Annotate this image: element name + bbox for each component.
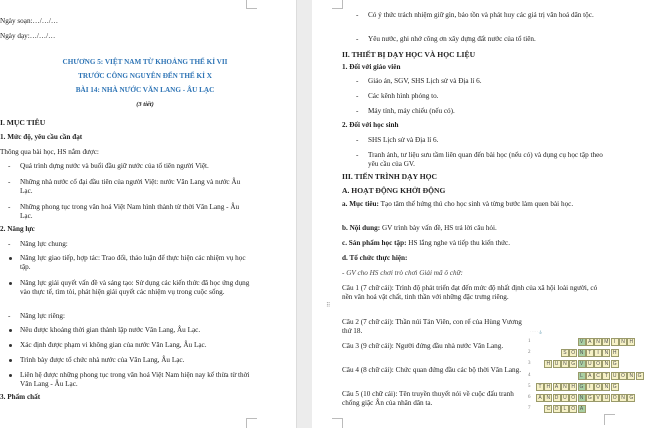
crossword-key-cell: V	[578, 360, 586, 368]
specific-competency-item: Nêu được khoảng thời gian thành lập nước Văn Lang, Âu Lạc.	[20, 326, 201, 334]
crossword-cell: A	[586, 372, 594, 380]
quality-item: Yêu nước, ghi nhớ công ơn xây dựng đất nước của tổ tiên.	[368, 35, 536, 43]
goal-item: Những phong tục trong văn hoá Việt Nam hình thành từ thời Văn Lang - Âu Lạc.	[20, 203, 240, 220]
crossword-cell: A	[553, 383, 561, 391]
sub-qualities: 3. Phẩm chất	[0, 393, 41, 401]
teacher-materials-label: 1. Đối với giáo viên	[342, 63, 401, 71]
crossword-cell: N	[619, 394, 627, 402]
period-count: (3 tiết)	[136, 101, 154, 108]
dash-bullet: -	[356, 92, 359, 100]
crossword-cell: N	[594, 338, 602, 346]
crossword-question: Câu 1 (7 chữ cái): Trình độ phát triển đạt đến mức độ nhất định của xã hội loài người, có nền văn hoá vật chất, tinh thần với những đặc trưng riêng.	[342, 284, 598, 301]
specific-competency-label: Năng lực riêng:	[20, 312, 66, 320]
crossword-cell: G	[586, 394, 594, 402]
crossword-cell: U	[561, 394, 569, 402]
crossword-cell: M	[604, 339, 609, 345]
intro-text: Thông qua bài học, HS nắm được:	[0, 148, 99, 156]
crossword-cell: N	[619, 338, 627, 346]
crossword-cell: N	[602, 383, 610, 391]
crossword-cell: N	[627, 372, 635, 380]
crossword-cell: G	[636, 372, 644, 380]
goal-item: Quá trình dựng nước và buổi đầu giữ nước của tổ tiên người Việt.	[20, 162, 209, 170]
crossword-cell: O	[569, 394, 577, 402]
sub-competencies: 2. Năng lực	[0, 225, 35, 233]
crossword-cell: O	[569, 405, 577, 413]
dash-bullet: -	[8, 203, 11, 211]
bullet-dot	[9, 359, 12, 362]
game-intro: - GV cho HS chơi trò chơi Giải mã ô chữ:	[342, 269, 463, 277]
dash-bullet: -	[8, 162, 11, 170]
product-label: c. Sản phẩm học tập:	[342, 239, 407, 247]
bullet-dot	[9, 329, 12, 332]
crossword-cell: O	[611, 394, 619, 402]
crossword-cell: O	[569, 349, 577, 357]
crossword-key-cell: N	[578, 394, 586, 402]
dash-bullet: -	[8, 178, 11, 186]
crossword-row-number: 6	[528, 395, 531, 400]
section-process: III. TIẾN TRÌNH DẠY HỌC	[342, 172, 438, 181]
crossword-key-cell: V	[578, 338, 586, 346]
crossword-cell: O	[553, 405, 561, 413]
crossword-cell: U	[602, 394, 610, 402]
crossword-cell: N	[602, 360, 610, 368]
crossword-key-cell: L	[578, 372, 586, 380]
margin-corner-mark	[332, 418, 343, 428]
crossword-row-number: 4	[528, 372, 531, 378]
goal-item: Những nhà nước cổ đại đầu tiên của người Việt: nước Văn Lang và nước Âu Lạc.	[20, 178, 241, 195]
crossword-key-cell: A	[578, 405, 586, 413]
crossword-cell: H	[569, 383, 577, 391]
crossword-cell: G	[611, 383, 619, 391]
crossword-cell: T	[586, 349, 594, 357]
crossword-question: Câu 4 (8 chữ cái): Chức quan đứng đầu các bộ thời Văn Lang.	[342, 366, 522, 374]
crossword-cell: I	[611, 338, 619, 346]
crossword-cell: C	[544, 405, 552, 413]
specific-competency-item: Xác định được phạm vi không gian của nước Văn Lang, Âu Lạc.	[20, 341, 207, 349]
general-competency-item: Năng lực giao tiếp, hợp tác: Trao đổi, thảo luận để thực hiện các nhiệm vụ học tập.	[20, 254, 246, 271]
student-material-item: SHS Lịch sử và Địa lí 6.	[368, 136, 439, 144]
goal-paragraph	[342, 200, 604, 209]
crossword-cell: N	[561, 360, 569, 368]
crossword-cell: I	[586, 383, 594, 391]
crossword-row-number: 1	[528, 339, 531, 344]
crossword-cell: N	[544, 394, 552, 402]
crossword-cell: O	[594, 360, 602, 368]
margin-corner-mark	[604, 414, 615, 425]
crossword-question: Câu 5 (10 chữ cái): Tên truyền thuyết nói về cuộc đấu tranh chống giặc Ân của nhân dân ta.	[342, 390, 514, 407]
activity-warmup: A. HOẠT ĐỘNG KHỞI ĐỘNG	[342, 186, 446, 195]
crossword-cell: V	[594, 394, 602, 402]
bullet-dot	[9, 344, 12, 347]
crossword-row-number: 2	[528, 350, 531, 356]
dash-bullet: -	[356, 35, 359, 43]
dash-bullet: -	[356, 107, 359, 115]
margin-corner-mark	[246, 0, 257, 9]
crossword-anchor: · · · · · ⚓	[530, 330, 543, 334]
crossword-cell: N	[602, 349, 610, 357]
crossword-key-cell: N	[578, 349, 586, 357]
crossword-cell: C	[594, 372, 602, 380]
crossword-cell: H	[544, 383, 552, 391]
dash-bullet: -	[356, 136, 359, 144]
crossword-cell: H	[611, 349, 619, 357]
crossword-cell: H	[627, 338, 635, 346]
crossword-cell: G	[627, 394, 635, 402]
crossword-row-number: 7	[528, 406, 531, 412]
general-competency-label: Năng lực chung:	[20, 240, 68, 248]
crossword-question: Câu 2 (7 chữ cái): Thần núi Tản Viên, con rể của Hùng Vương thứ 18.	[342, 318, 522, 335]
crossword-cell: S	[561, 349, 569, 357]
crossword-cell: H	[544, 360, 552, 368]
student-materials-label: 2. Đối với học sinh	[342, 121, 399, 129]
chapter-title-line2: TRƯỚC CÔNG NGUYÊN ĐẾN THẾ KỈ X	[78, 72, 212, 80]
crossword-cell: G	[569, 360, 577, 368]
teacher-material-item: Máy tính, máy chiếu (nếu có).	[368, 107, 455, 115]
teacher-material-item: Giáo án, SGV, SHS Lịch sử và Địa lí 6.	[368, 77, 482, 85]
content-label: b. Nội dung:	[342, 224, 381, 232]
crossword-cell: D	[553, 394, 561, 402]
organization-label: d. Tổ chức thực hiện:	[342, 254, 408, 262]
content-paragraph	[342, 224, 497, 233]
crossword-cell: N	[561, 383, 569, 391]
dash-bullet: -	[356, 77, 359, 85]
crossword-cell: U	[611, 372, 619, 380]
drag-handle-icon[interactable]: ⠿	[326, 303, 331, 309]
lesson-title: BÀI 14: NHÀ NƯỚC VĂN LANG - ÂU LẠC	[75, 86, 215, 94]
date-taught: Ngày dạy:…/…/…	[0, 32, 56, 40]
student-material-item: Tranh ảnh, tư liệu sưu tầm liên quan đến bài học (nếu có) và dụng cụ học tập theo yêu cầu của GV.	[368, 151, 603, 168]
crossword-cell: A	[586, 338, 594, 346]
specific-competency-item: Liên hệ được những phong tục trong văn hoá Việt Nam hiện nay kế thừa từ thời Văn Lang - Âu Lạc.	[20, 371, 250, 388]
dash-bullet: -	[8, 312, 11, 320]
crossword-cell: L	[561, 405, 569, 413]
crossword-row-number: 3	[528, 361, 531, 367]
section-equipment: II. THIẾT BỊ DẠY HỌC VÀ HỌC LIỆU	[342, 50, 476, 59]
dash-bullet: -	[356, 11, 359, 19]
section-objectives: I. MỤC TIÊU	[0, 118, 46, 127]
crossword-cell: U	[553, 360, 561, 368]
quality-item: Có ý thức trách nhiệm giữ gìn, bảo tồn và phát huy các giá trị văn hoá dân tộc.	[368, 11, 594, 19]
general-competency-item: Năng lực giải quyết vấn đề và sáng tạo: Sử dụng các kiến thức đã học ứng dụng vào thực tế, tìm tòi, phát hiện giải quyết các nhiệm vụ trong cuộc sống.	[20, 279, 250, 296]
crossword-row-number: 5	[528, 383, 531, 389]
bullet-dot	[9, 374, 12, 377]
crossword-cell: U	[586, 360, 594, 368]
dash-bullet: -	[8, 240, 11, 248]
specific-competency-item: Trình bày được tổ chức nhà nước của Văn Lang, Âu Lạc.	[20, 356, 185, 364]
goal-label: a. Mục tiêu:	[342, 200, 379, 208]
content-text: GV trình bày vấn đề, HS trả lời câu hỏi.	[381, 224, 497, 232]
crossword-cell: T	[536, 383, 544, 391]
teacher-material-item: Các kênh hình phóng to.	[368, 92, 439, 100]
product-text: HS lắng nghe và tiếp thu kiến thức.	[408, 239, 511, 247]
crossword-cell: I	[594, 349, 602, 357]
product-paragraph	[342, 239, 510, 248]
crossword-cell: O	[594, 383, 602, 391]
bullet-dot	[9, 257, 12, 260]
margin-corner-mark	[246, 418, 257, 428]
sub-requirements: 1. Mức độ, yêu cầu cần đạt	[0, 133, 83, 141]
crossword-key-cell: G	[578, 383, 586, 391]
date-prepared: Ngày soạn:…/…/…	[0, 17, 59, 25]
crossword-cell: A	[536, 394, 544, 402]
chapter-title-line1: CHƯƠNG 5: VIỆT NAM TỪ KHOẢNG THẾ KỈ VII	[62, 58, 228, 66]
goal-text: Tạo tâm thế hứng thú cho học sinh và từng bước làm quen bài học.	[380, 200, 574, 208]
crossword-cell: O	[619, 372, 627, 380]
document-page-left	[0, 0, 296, 428]
bullet-dot	[9, 282, 12, 285]
crossword-cell: T	[602, 372, 610, 380]
crossword-cell: G	[611, 360, 619, 368]
page-gap	[296, 0, 313, 428]
crossword-question: Câu 3 (9 chữ cái): Người đứng đầu nhà nước Văn Lang.	[342, 342, 504, 350]
dash-bullet: -	[356, 151, 359, 159]
margin-corner-mark	[332, 0, 343, 9]
